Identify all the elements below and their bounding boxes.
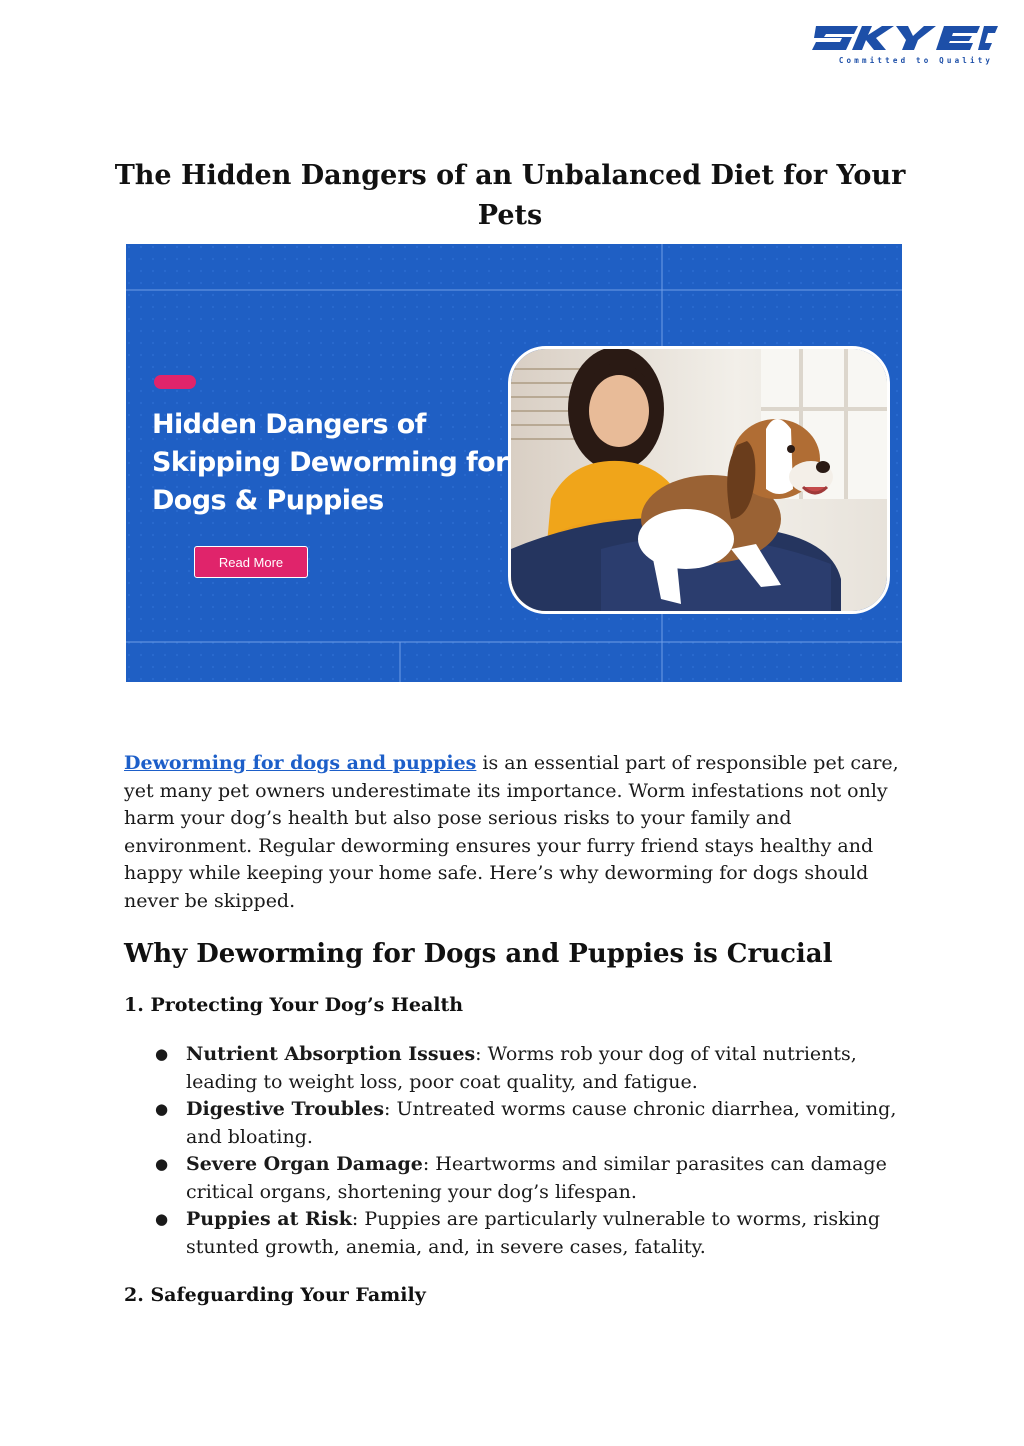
banner-heading: Hidden Dangers of Skipping Deworming for Dogs & Puppies (152, 409, 508, 516)
list-item-text: : Puppies are particularly vulnerable to worms, risking stunted growth, anemia, and, in severe cases, fatality. (186, 1208, 881, 1258)
intro-text: is an essential part of responsible pet care, yet many pet owners underestimate its importance. Worm infestations not only harm your dog’s health but also pose serious risks to your family and environment. Regular deworming ensures your furry friend stays healthy and happy while keeping your home safe. Here’s why deworming for dogs should never be skipped. (124, 752, 899, 912)
list-item-term: Digestive Troubles (186, 1098, 385, 1120)
list-item-text: : Heartworms and similar parasites can damage critical organs, shortening your dog’s lifespan. (186, 1153, 887, 1203)
list-item (124, 1096, 914, 1151)
page-title: The Hidden Dangers of an Unbalanced Diet for Your Pets (114, 160, 906, 231)
list-item-text: : Worms rob your dog of vital nutrients, leading to weight loss, poor coat quality, and fatigue. (186, 1043, 857, 1093)
list-item-text: : Untreated worms cause chronic diarrhea, vomiting, and bloating. (186, 1098, 897, 1148)
bullet-icon: ● (155, 1045, 169, 1063)
read-more-button[interactable]: Read More (194, 546, 308, 578)
bullet-icon: ● (155, 1155, 169, 1173)
brand-tagline: Committed to Quality (838, 56, 994, 65)
subsection-2-heading: 2. Safeguarding Your Family (124, 1284, 426, 1306)
health-risk-list (124, 1041, 914, 1261)
bullet-icon: ● (155, 1210, 169, 1228)
list-item-term: Puppies at Risk (186, 1208, 352, 1230)
section-heading: Why Deworming for Dogs and Puppies is Crucial (124, 939, 833, 969)
list-item (124, 1206, 914, 1261)
intro-paragraph (124, 750, 914, 915)
list-item-term: Nutrient Absorption Issues (186, 1043, 476, 1065)
skyec-logo-icon (812, 20, 998, 68)
list-item (124, 1041, 914, 1096)
deworming-link[interactable]: Deworming for dogs and puppies (124, 752, 477, 774)
list-item (124, 1151, 914, 1206)
dog-photo-illustration (511, 349, 887, 611)
brand-logo (812, 20, 998, 68)
woman-with-dog-photo (508, 346, 890, 614)
list-item-term: Severe Organ Damage (186, 1153, 423, 1175)
banner-accent-pill (154, 375, 196, 389)
bullet-icon: ● (155, 1100, 169, 1118)
hero-banner[interactable] (126, 244, 902, 682)
subsection-1-heading: 1. Protecting Your Dog’s Health (124, 994, 464, 1016)
